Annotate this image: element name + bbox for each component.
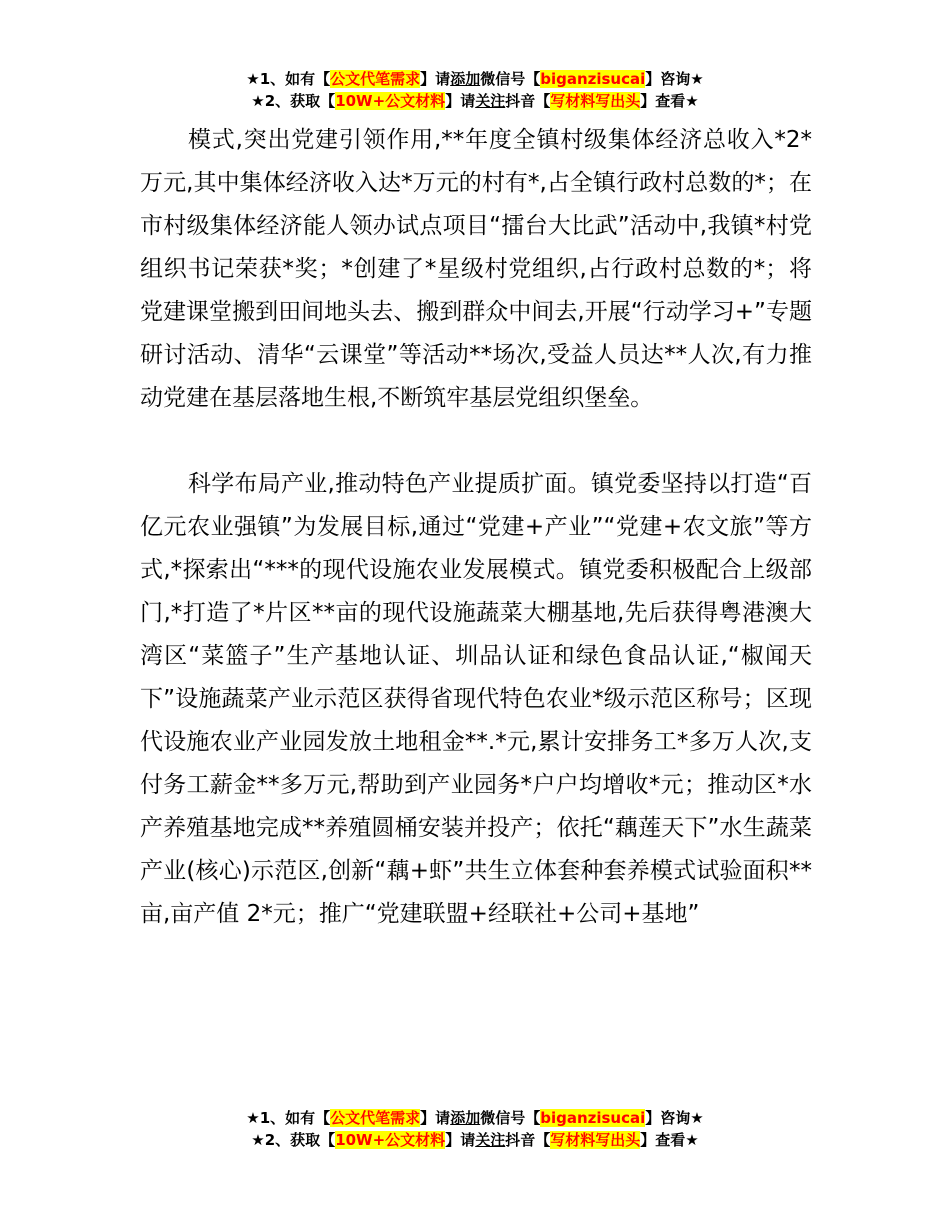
banner-text: 】请 — [420, 70, 451, 88]
banner-text: 】咨询★ — [645, 70, 704, 88]
banner-line-1 — [0, 1107, 950, 1129]
banner-text: 抖音【 — [505, 1131, 551, 1149]
document-body — [140, 119, 812, 936]
highlight-wechat-id: biganzisucai — [540, 1109, 646, 1127]
banner-text: 】请 — [420, 1109, 451, 1127]
paragraph-2: 科学布局产业,推动特色产业提质扩面。镇党委坚持以打造“百亿元农业强镇”为发展目标,通过“党建+产业”“党建+农文旅”等方式,*探索出“***的现代设施农业发展模式。镇党委积极配合上级部门,*打造了*片区**亩的现代设施蔬菜大棚基地,先后获得粤港澳大湾区“菜篮子”生产基地认证、圳品认证和绿色食品认证,“椒闻天下”设施蔬菜产业示范区获得省现代特色农业*级示范区称号；区现代设施农业产业园发放土地租金**.*元,累计安排务工*多万人次,支付务工薪金**多万元,帮助到产业园务*户户均增收*元；推动区*水产养殖基地完成**养殖圆桶安装并投产；依托“藕莲天下”水生蔬菜产业(核心)示范区,创新“藕+虾”共生立体套种套养模式试验面积**亩,亩产值 2*元；推广“党建联盟+经联社+公司+基地” — [140, 471, 812, 927]
banner-text: 】查看★ — [640, 92, 699, 110]
banner-underlined-text: 添加 — [450, 70, 481, 88]
footer-banner — [0, 1107, 950, 1151]
banner-line-2 — [0, 90, 950, 112]
banner-text: 】咨询★ — [645, 1109, 704, 1127]
banner-text: ★2、获取【 — [251, 92, 336, 110]
banner-line-1 — [0, 68, 950, 90]
banner-line-2 — [0, 1129, 950, 1151]
banner-text: ★2、获取【 — [251, 1131, 336, 1149]
highlight-douyin-account: 写材料写出头 — [550, 1131, 641, 1149]
banner-text: 微信号【 — [480, 70, 541, 88]
highlight-douyin-account: 写材料写出头 — [550, 92, 641, 110]
banner-underlined-text: 关注 — [475, 1131, 506, 1149]
highlight-service: 公文代笔需求 — [330, 1109, 421, 1127]
banner-text: 微信号【 — [480, 1109, 541, 1127]
banner-text: ★1、如有【 — [246, 1109, 331, 1127]
banner-underlined-text: 添加 — [450, 1109, 481, 1127]
banner-text: 】查看★ — [640, 1131, 699, 1149]
banner-text: ★1、如有【 — [246, 70, 331, 88]
highlight-wechat-id: biganzisucai — [540, 70, 646, 88]
header-banner — [0, 68, 950, 112]
highlight-materials: 10W+公文材料 — [335, 92, 446, 110]
highlight-service: 公文代笔需求 — [330, 70, 421, 88]
paragraph-1: 模式,突出党建引领作用,**年度全镇村级集体经济总收入*2*万元,其中集体经济收入达*万元的村有*,占全镇行政村总数的*；在市村级集体经济能人领办试点项目“擂台大比武”活动中,我镇*村党组织书记荣获*奖；*创建了*星级村党组织,占行政村总数的*；将党建课堂搬到田间地头去、搬到群众中间去,开展“行动学习+”专题研讨活动、清华“云课堂”等活动**场次,受益人员达**人次,有力推动党建在基层落地生根,不断筑牢基层党组织堡垒。 — [140, 127, 812, 411]
banner-text: 抖音【 — [505, 92, 551, 110]
highlight-materials: 10W+公文材料 — [335, 1131, 446, 1149]
banner-text: 】请 — [445, 92, 476, 110]
banner-text: 】请 — [445, 1131, 476, 1149]
banner-underlined-text: 关注 — [475, 92, 506, 110]
